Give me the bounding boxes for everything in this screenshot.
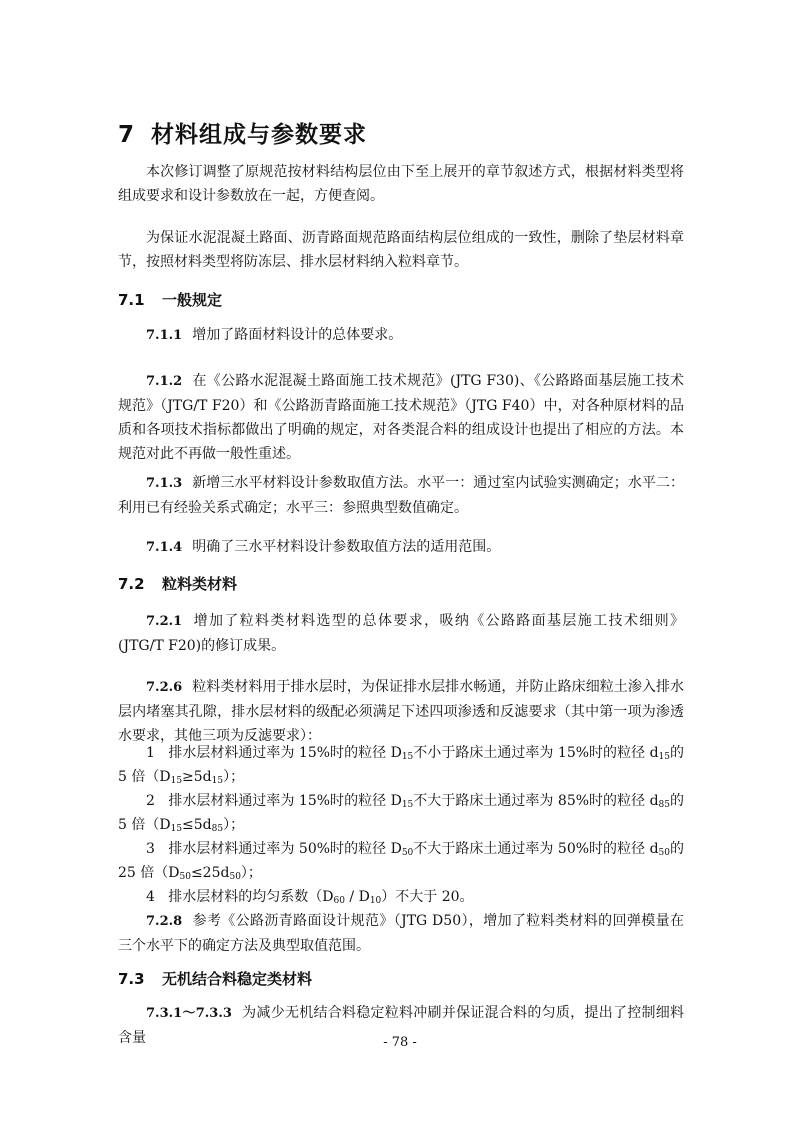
clause-7-1-2 [118,369,684,466]
item-text: ）不大于 20。 [381,889,474,905]
clause-text: 新增三水平材料设计参数取值方法。水平一：通过室内试验实测确定；水平二：利用已有经验关系式确定；水平三：参照典型数值确定。 [118,475,684,516]
section-heading-7-3 [118,968,312,989]
item-text: ）； [223,769,245,785]
subscript: 60 [333,896,345,906]
item-text: 不大于路床土通过率为 85%时的粒径 d [413,793,659,809]
chapter-title: 材料组成与参数要求 [151,122,368,148]
subscript: 15 [170,776,183,786]
item-text: ）； [223,817,245,833]
item-text: 不小于路床土通过率为 15%时的粒径 d [413,745,659,761]
requirement-item-1 [118,741,684,789]
subscript: 50 [658,848,670,858]
subscript: 15 [401,752,414,762]
clause-number: 7.2.8 [146,914,183,929]
item-text: 排水层材料通过率为 15%时的粒径 D [168,745,402,761]
item-text: ≥5d [182,769,212,785]
item-text: 排水层材料通过率为 15%时的粒径 D [168,793,402,809]
clause-text: 增加了路面材料设计的总体要求。 [192,327,403,343]
item-text: / D [344,889,370,905]
item-number: 4 [146,889,155,905]
requirement-item-3 [118,837,684,885]
item-text: ）； [240,865,262,881]
subscript: 85 [211,824,224,834]
item-text: ≤25d [190,865,230,881]
clause-number: 7.1.4 [146,540,183,555]
clause-7-2-6 [118,675,684,748]
clause-number: 7.3.1～7.3.3 [146,1006,232,1021]
subscript: 50 [229,872,241,882]
clause-7-2-8 [118,909,684,958]
subscript: 50 [401,848,414,858]
subscript: 15 [401,800,414,810]
chapter-heading [118,116,367,149]
section-title: 粒料类材料 [162,575,238,593]
clause-number: 7.1.3 [146,476,183,491]
item-number: 1 [146,745,155,761]
clause-text: 粒料类材料用于排水层时，为保证排水层排水畅通，并防止路床细粒土渗入排水层内堵塞其孔隙，排水层材料的级配必须满足下述四项渗透和反滤要求（其中第一项为渗透水要求，其他三项为反滤要求）： [118,679,684,744]
chapter-number: 7 [118,122,136,148]
subscript: 85 [658,800,670,810]
clause-text: 为减少无机结合料稳定粒料冲刷并保证混合料的匀质，提出了控制细料含量 [118,1005,684,1046]
clause-7-1-1 [118,323,684,348]
subscript: 10 [369,896,382,906]
subscript: 15 [211,776,224,786]
clause-text: 增加了粒料类材料选型的总体要求，吸纳《公路路面基层施工技术细则》(JTG/T F20)的修订成果。 [118,613,684,654]
item-text: 的 5 倍（D [118,745,685,785]
clause-text: 明确了三水平材料设计参数取值方法的适用范围。 [192,539,501,555]
clause-text: 在《公路水泥混凝土路面施工技术规范》(JTG F30)、《公路路面基层施工技术规范》（JTG/T F20）和《公路沥青路面施工技术规范》（JTG F40）中，对各种原材料的品质和各项技术指标都做出了明确的规定，对各类混合料的组成设计也提出了相应的方法。本规范对此不再做一般性重述。 [118,373,684,462]
clause-text: 参考《公路沥青路面设计规范》（JTG D50），增加了粒料类材料的回弹模量在三个水平下的确定方法及典型取值范围。 [118,913,684,954]
clause-number: 7.2.6 [146,680,183,695]
subscript: 50 [179,872,191,882]
intro-paragraph-2: 为保证水泥混凝土路面、沥青路面规范路面结构层位组成的一致性，删除了垫层材料章节，按照材料类型将防冻层、排水层材料纳入粒料章节。 [118,230,684,270]
item-number: 3 [146,841,155,857]
clause-7-1-3 [118,471,684,520]
item-text: 的 5 倍（D [118,793,685,833]
item-number: 2 [146,793,155,809]
subscript: 15 [658,752,670,762]
section-heading-7-1 [118,289,222,310]
intro-paragraph-1: 本次修订调整了原规范按材料结构层位由下至上展开的章节叙述方式，根据材料类型将组成要求和设计参数放在一起，方便查阅。 [118,164,684,204]
item-text: 的 25 倍（D [118,841,685,881]
clause-number: 7.1.2 [146,374,183,389]
clause-7-1-4 [118,535,684,560]
item-text: 排水层材料通过率为 50%时的粒径 D [168,841,402,857]
requirement-item-4 [118,885,684,909]
section-title: 无机结合料稳定类材料 [162,970,313,988]
item-text: 不大于路床土通过率为 50%时的粒径 d [413,841,659,857]
item-text: 排水层材料的均匀系数（D [168,889,334,905]
requirement-item-2 [118,789,684,837]
clause-number: 7.1.1 [146,328,183,343]
section-number: 7.1 [118,291,145,309]
section-number: 7.2 [118,575,145,593]
section-number: 7.3 [118,970,145,988]
clause-7-2-1 [118,609,684,658]
clause-number: 7.2.1 [146,614,183,629]
subscript: 15 [170,824,183,834]
page-number: - 78 - [383,1035,417,1050]
item-text: ≤5d [182,817,212,833]
section-title: 一般规定 [162,291,223,309]
section-heading-7-2 [118,573,237,594]
